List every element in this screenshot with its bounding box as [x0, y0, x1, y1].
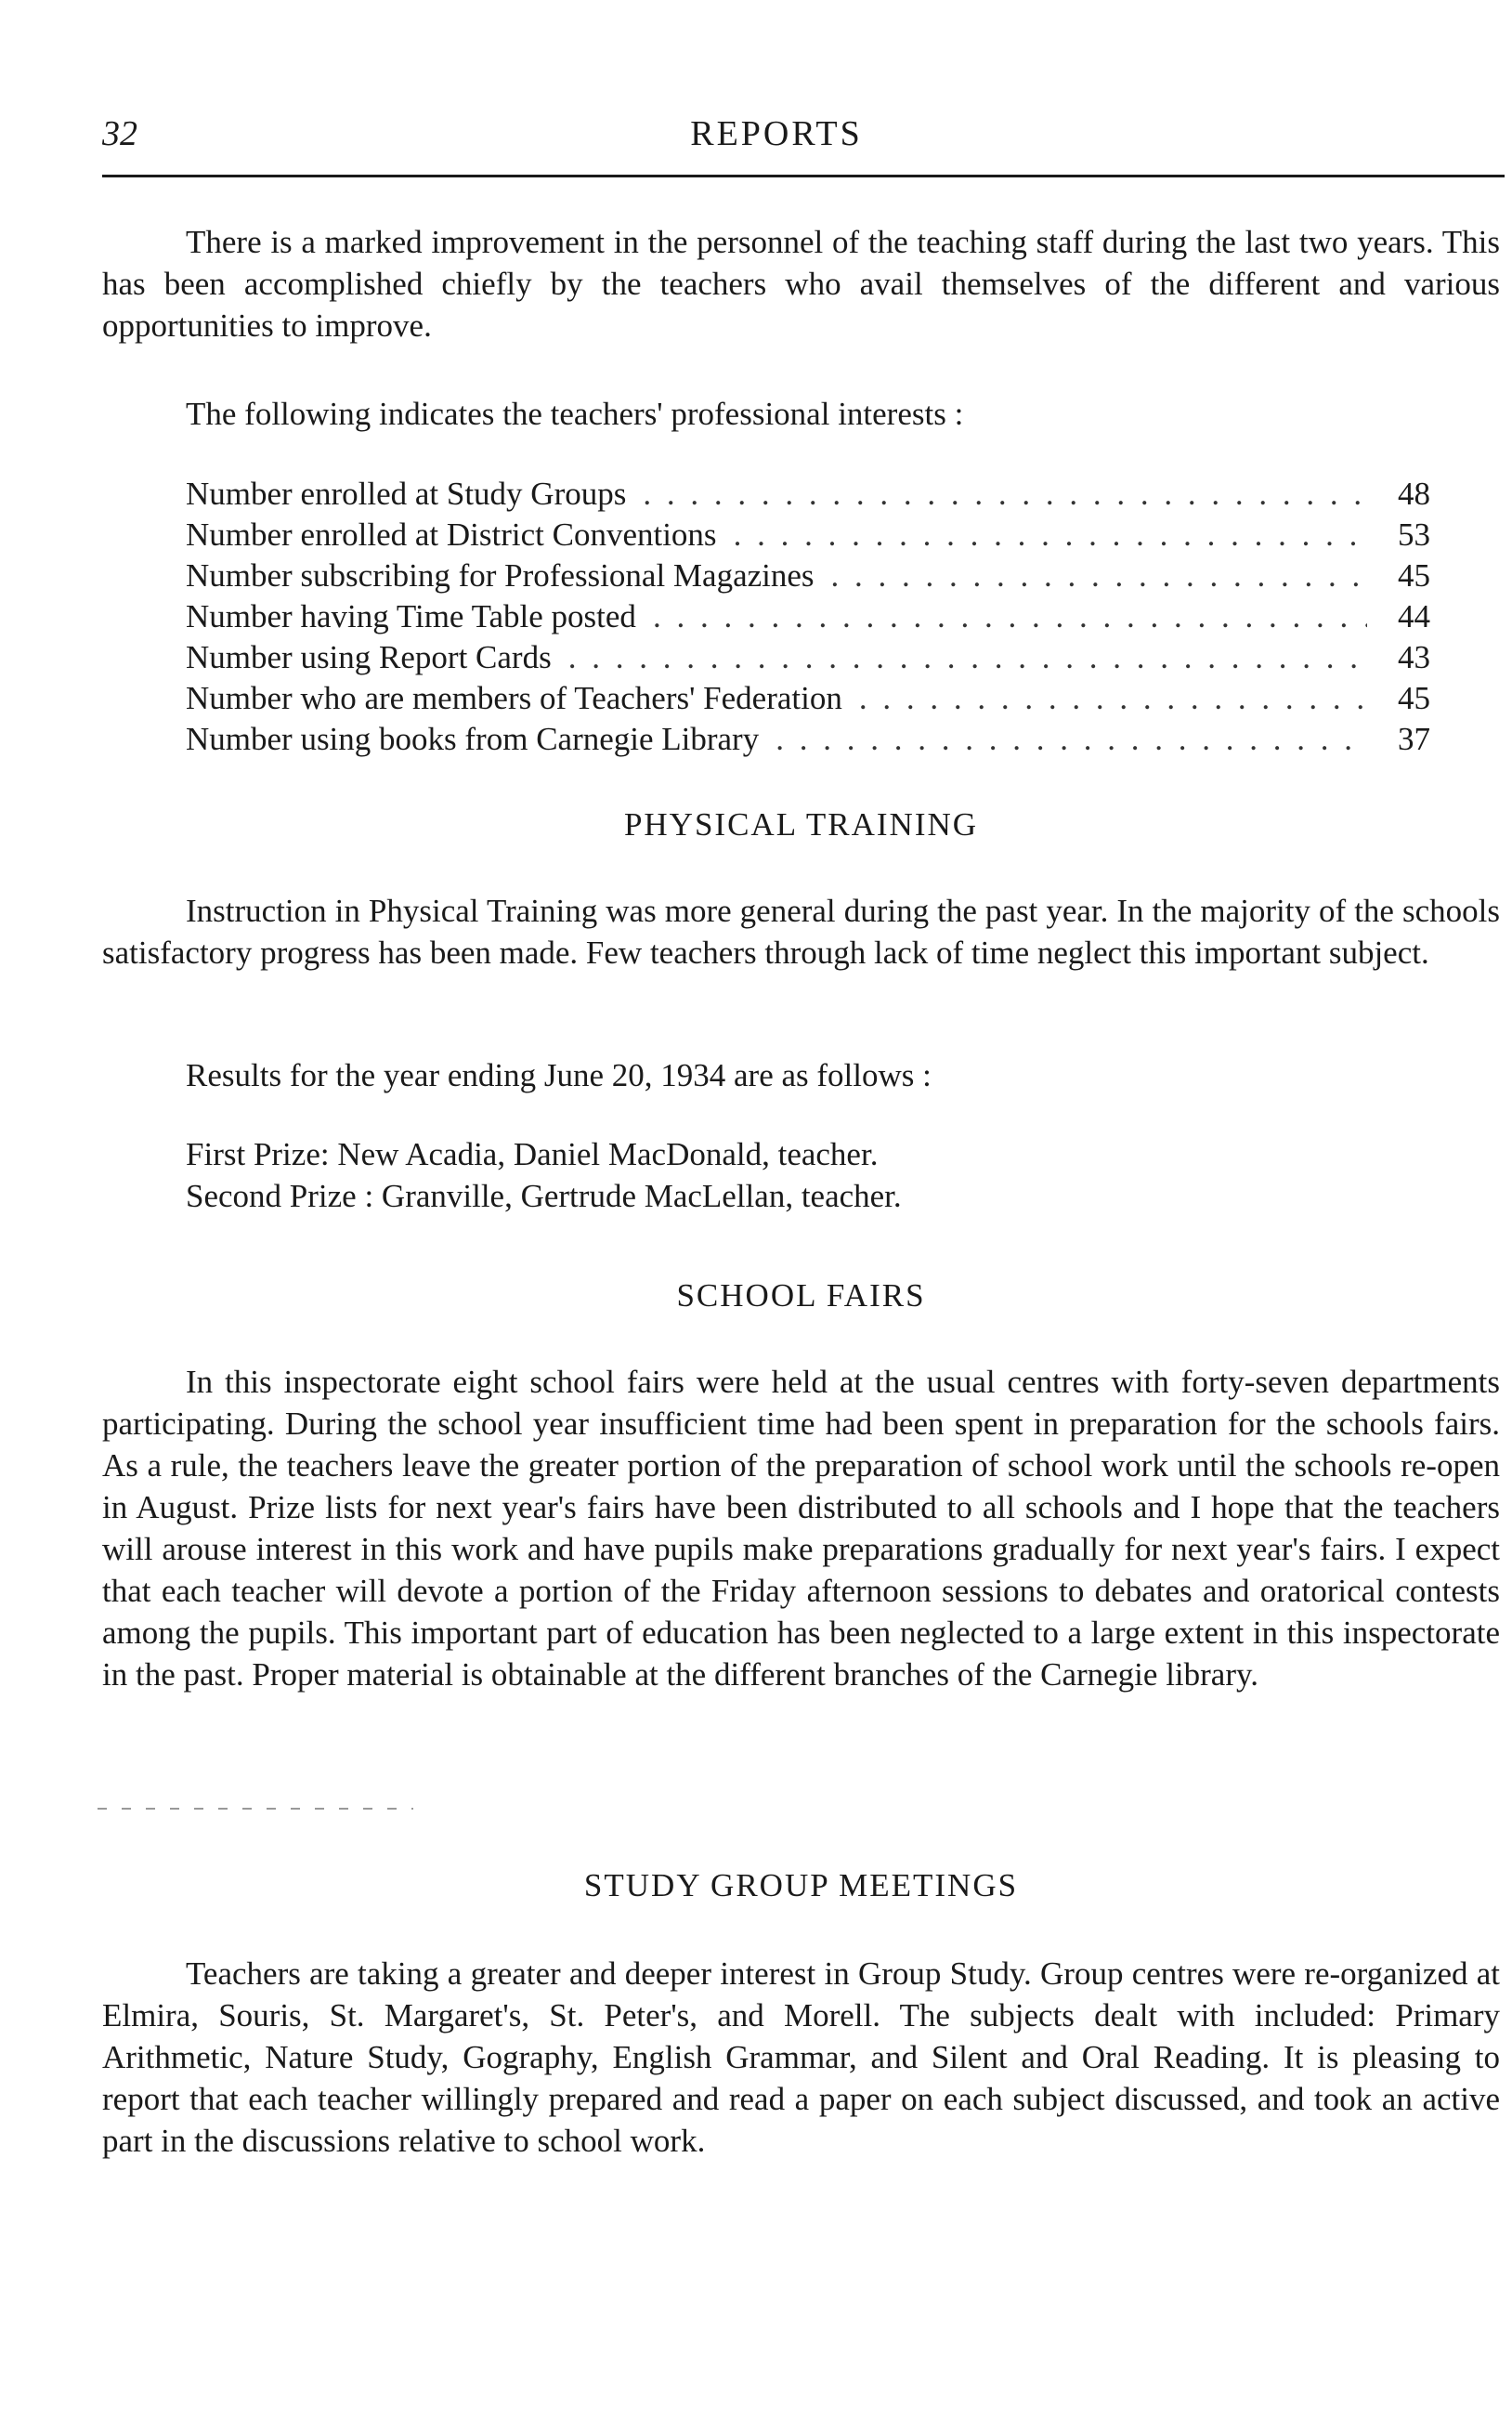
section-heading-study-groups: STUDY GROUP MEETINGS	[583, 1867, 1019, 1903]
interests-list	[186, 474, 1430, 760]
list-item	[186, 678, 1430, 719]
stat-value: 37	[1398, 721, 1430, 757]
dot-leader	[568, 637, 1367, 678]
stat-label: Number using Report Cards	[186, 639, 552, 675]
stat-label: Number using books from Carnegie Library	[186, 721, 760, 757]
stat-value: 44	[1398, 598, 1430, 634]
study-groups-paragraph: Teachers are taking a greater and deeper interest in Group Study. Group centres were re-organized at Elmira, Souris, St. Margaret's, St. Peter's, and Morell. The subjects dealt with included: Primary Arithmetic, Nature Study, Gography, English Grammar, and Silent and Oral Reading. It is pleasing to report that each teacher willingly prepared and read a paper on each subject discussed, and took an active part in the discussions relative to school work.	[102, 1955, 1500, 2159]
stat-value: 45	[1398, 557, 1430, 594]
section-heading-school-fairs: SCHOOL FAIRS	[676, 1277, 926, 1314]
stat-label: Number enrolled at District Conventions	[186, 516, 717, 553]
section-heading-physical-training: PHYSICAL TRAINING	[623, 806, 979, 843]
list-item	[186, 474, 1430, 515]
results-intro: Results for the year ending June 20, 1934 are as follows :	[186, 1057, 932, 1093]
physical-training-paragraph: Instruction in Physical Training was more general during the past year. In the majority of the schools satisfactory progress has been made. Few teachers through lack of time neglect this important subject.	[102, 893, 1500, 971]
school-fairs-paragraph: In this inspectorate eight school fairs were held at the usual centres with forty-seven departments participating. During the school year insufficient time had been spent in preparation for the schools fairs. As a rule, the teachers leave the greater portion of the preparation of school work until the schools re-open in August. Prize lists for next year's fairs have been distributed to all schools and I hope that the teachers will arouse interest in this work and have pupils make preparations gradually for next year's fairs. I expect that each teacher will devote a portion of the Friday afternoon sessions to debates and oratorical contests among the pupils. This important part of education has been neglected to a large extent in this inspectorate in the past. Proper material is obtainable at the different branches of the Carnegie library.	[102, 1364, 1500, 1693]
dot-leader	[776, 719, 1367, 760]
dot-leader	[643, 474, 1367, 515]
first-prize: First Prize: New Acadia, Daniel MacDonald, teacher.	[186, 1136, 879, 1172]
stat-value: 53	[1398, 516, 1430, 553]
dot-leader	[734, 515, 1367, 556]
stat-value: 48	[1398, 476, 1430, 512]
list-item	[186, 596, 1430, 637]
list-item	[186, 556, 1430, 596]
stat-value: 45	[1398, 680, 1430, 716]
page-number: 32	[102, 114, 137, 153]
list-item	[186, 719, 1430, 760]
scan-artifact-line	[98, 1808, 413, 1810]
stat-label: Number enrolled at Study Groups	[186, 476, 627, 512]
interests-intro: The following indicates the teachers' professional interests :	[186, 396, 964, 432]
list-item	[186, 637, 1430, 678]
running-head: REPORTS	[690, 114, 863, 153]
dot-leader	[831, 556, 1367, 596]
dot-leader	[859, 678, 1367, 719]
stat-value: 43	[1398, 639, 1430, 675]
dot-leader	[653, 596, 1367, 637]
intro-paragraph: There is a marked improvement in the personnel of the teaching staff during the last two years. This has been accomplished chiefly by the teachers who avail themselves of the different and various opportunities to improve.	[102, 224, 1500, 344]
stat-label: Number who are members of Teachers' Federation	[186, 680, 842, 716]
stat-label: Number having Time Table posted	[186, 598, 636, 634]
second-prize: Second Prize : Granville, Gertrude MacLellan, teacher.	[186, 1178, 902, 1214]
stat-label: Number subscribing for Professional Magazines	[186, 557, 815, 594]
list-item	[186, 515, 1430, 556]
header-rule	[102, 175, 1505, 177]
page-header	[102, 113, 1506, 169]
